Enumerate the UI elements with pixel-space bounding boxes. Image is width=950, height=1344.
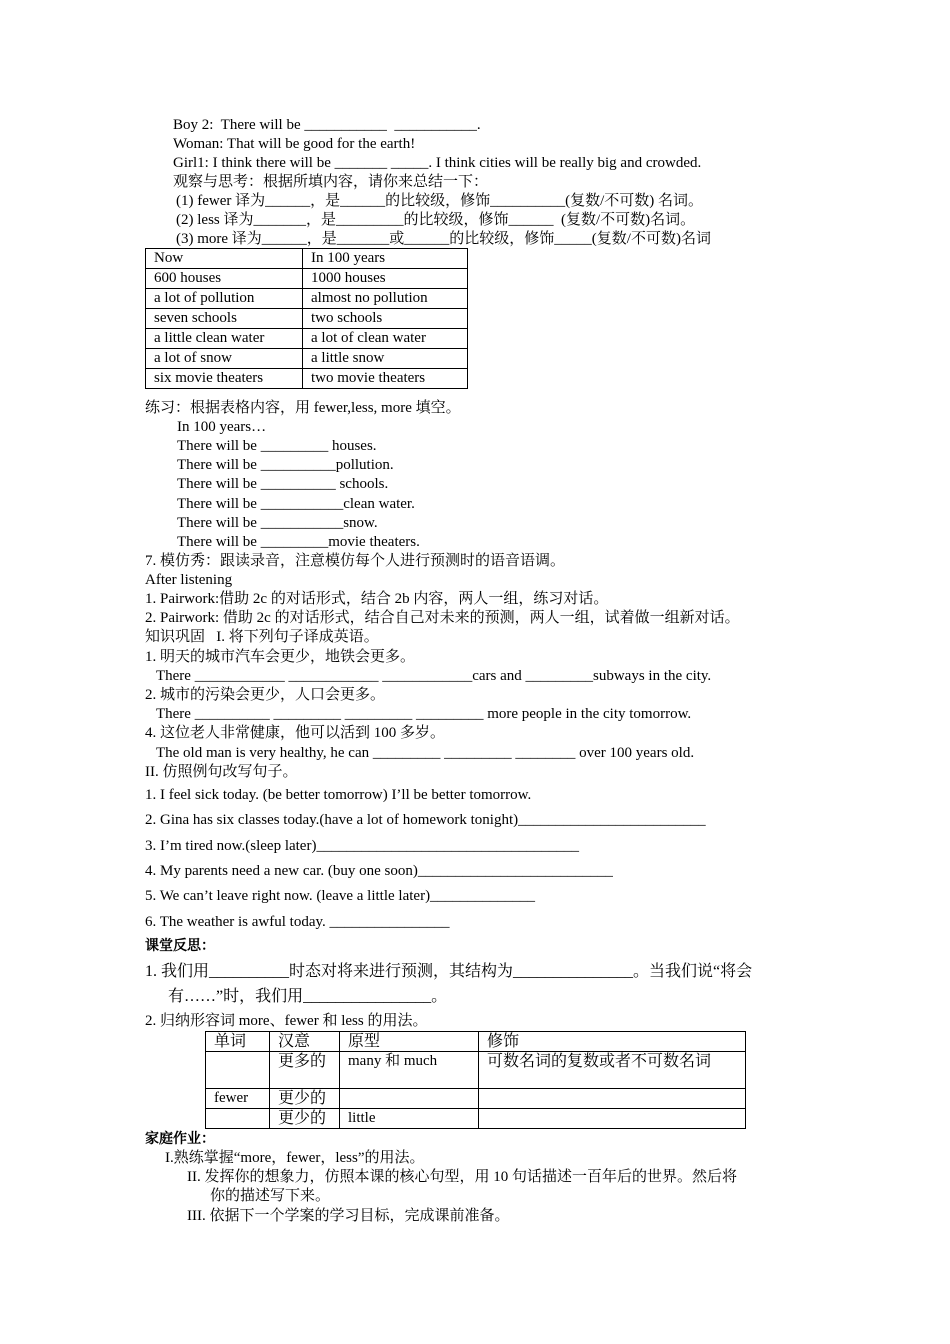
table-cell: six movie theaters bbox=[146, 369, 303, 389]
table-cell: In 100 years bbox=[303, 249, 468, 269]
table-cell: 单词 bbox=[206, 1032, 270, 1052]
table-cell bbox=[340, 1089, 479, 1109]
table-cell: 汉意 bbox=[270, 1032, 340, 1052]
table-cell: 更少的 bbox=[270, 1109, 340, 1129]
homework-item: II. 发挥你的想象力，仿照本课的核心句型，用 10 句话描述一百年后的世界。然后将 bbox=[187, 1169, 737, 1185]
rewrite-item: 1. I feel sick today. (be better tomorrow) I’ll be better tomorrow. bbox=[145, 787, 532, 803]
practice-item: There will be _________movie theaters. bbox=[177, 534, 420, 550]
homework-item: 你的描述写下来。 bbox=[210, 1188, 331, 1204]
pairwork-item: 1. Pairwork:借助 2c 的对话形式，结合 2b 内容，两人一组，练习对话。 bbox=[145, 591, 609, 607]
comparison-table bbox=[145, 248, 468, 389]
consolidate-title: 知识巩固 I. 将下列句子译成英语。 bbox=[145, 629, 379, 645]
table-cell: 修饰 bbox=[479, 1032, 746, 1052]
reflect-item: 1. 我们用__________时态对将来进行预测，其结构为_______________。当我们说“将会 bbox=[145, 963, 753, 980]
consolidate-item: 1. 明天的城市汽车会更少，地铁会更多。 bbox=[145, 649, 416, 665]
rewrite-item: 4. My parents need a new car. (buy one soon)__________________________ bbox=[145, 863, 613, 879]
table-cell: seven schools bbox=[146, 309, 303, 329]
table-cell: 原型 bbox=[340, 1032, 479, 1052]
table-cell: Now bbox=[146, 249, 303, 269]
table-cell: 1000 houses bbox=[303, 269, 468, 289]
observe-item: (3) more 译为______，是_______或______的比较级，修饰_____(复数/不可数)名词 bbox=[176, 231, 711, 247]
consolidate-item: There __________ _________ _________ _________ more people in the city tomorrow. bbox=[145, 706, 692, 722]
pairwork-item: 2. Pairwork: 借助 2c 的对话形式，结合自己对未来的预测，两人一组，试着做一组新对话。 bbox=[145, 610, 740, 626]
table-cell: 更多的 bbox=[270, 1052, 340, 1089]
dialogue-line: Boy 2: There will be ___________ ___________. bbox=[173, 117, 481, 133]
practice-item: There will be ___________snow. bbox=[177, 515, 378, 531]
table-cell: a little snow bbox=[303, 349, 468, 369]
homework-title: 家庭作业： bbox=[145, 1131, 215, 1147]
table-cell: 600 houses bbox=[146, 269, 303, 289]
table-cell: many 和 much bbox=[340, 1052, 479, 1089]
table-cell: 更少的 bbox=[270, 1089, 340, 1109]
table-cell bbox=[479, 1109, 746, 1129]
rewrite-item: 3. I’m tired now.(sleep later)___________________________________ bbox=[145, 838, 579, 854]
table-cell: fewer bbox=[206, 1089, 270, 1109]
homework-item: I.熟练掌握“more，fewer，less”的用法。 bbox=[165, 1150, 425, 1166]
table-cell: two schools bbox=[303, 309, 468, 329]
observe-item: (2) less 译为_______，是_________的比较级，修饰______ (复数/不可数)名词。 bbox=[176, 212, 696, 228]
rewrite-item: 2. Gina has six classes today.(have a lot of homework tonight)_________________________ bbox=[145, 812, 706, 828]
table-cell: almost no pollution bbox=[303, 289, 468, 309]
consolidate-item: 2. 城市的污染会更少，人口会更多。 bbox=[145, 687, 386, 703]
practice-item: In 100 years… bbox=[177, 419, 267, 435]
table-cell: a lot of clean water bbox=[303, 329, 468, 349]
reflect-item: 2. 归纳形容词 more、fewer 和 less 的用法。 bbox=[145, 1013, 428, 1029]
table-cell: a lot of snow bbox=[146, 349, 303, 369]
table-cell bbox=[206, 1109, 270, 1129]
practice-item: There will be ___________clean water. bbox=[177, 496, 415, 512]
section-7: 7. 模仿秀：跟读录音，注意模仿每个人进行预测时的语音语调。 bbox=[145, 553, 566, 569]
after-listening: After listening bbox=[145, 572, 233, 588]
practice-title: 练习：根据表格内容，用 fewer,less, more 填空。 bbox=[145, 400, 461, 416]
consolidate-item: The old man is very healthy, he can _________ _________ ________ over 100 years old. bbox=[145, 745, 695, 761]
table-cell: two movie theaters bbox=[303, 369, 468, 389]
rewrite-title: II. 仿照例句改写句子。 bbox=[145, 764, 298, 780]
rewrite-item: 5. We can’t leave right now. (leave a little later)______________ bbox=[145, 888, 536, 904]
table-cell: a lot of pollution bbox=[146, 289, 303, 309]
table-cell: little bbox=[340, 1109, 479, 1129]
practice-item: There will be _________ houses. bbox=[177, 438, 377, 454]
observe-item: (1) fewer 译为______，是______的比较级，修饰__________(复数/不可数) 名词。 bbox=[176, 193, 704, 209]
table-cell bbox=[479, 1089, 746, 1109]
usage-table bbox=[205, 1031, 746, 1129]
consolidate-item: 4. 这位老人非常健康，他可以活到 100 多岁。 bbox=[145, 725, 446, 741]
reflect-item: 有……”时，我们用________________。 bbox=[168, 988, 448, 1005]
rewrite-item: 6. The weather is awful today. ________________ bbox=[145, 914, 450, 930]
reflect-title: 课堂反思： bbox=[145, 938, 215, 954]
homework-item: III. 依据下一个学案的学习目标，完成课前准备。 bbox=[187, 1208, 510, 1224]
dialogue-line: Girl1: I think there will be _______ _____. I think cities will be really big and crowded. bbox=[173, 155, 702, 171]
practice-item: There will be __________pollution. bbox=[177, 457, 394, 473]
table-cell: 可数名词的复数或者不可数名词 bbox=[479, 1052, 746, 1089]
table-cell: a little clean water bbox=[146, 329, 303, 349]
consolidate-item: There ____________ ____________ ____________cars and _________subways in the city. bbox=[145, 668, 712, 684]
table-cell bbox=[206, 1052, 270, 1089]
observe-title: 观察与思考：根据所填内容，请你来总结一下： bbox=[173, 174, 489, 190]
practice-item: There will be __________ schools. bbox=[177, 476, 389, 492]
dialogue-line: Woman: That will be good for the earth! bbox=[173, 136, 416, 152]
